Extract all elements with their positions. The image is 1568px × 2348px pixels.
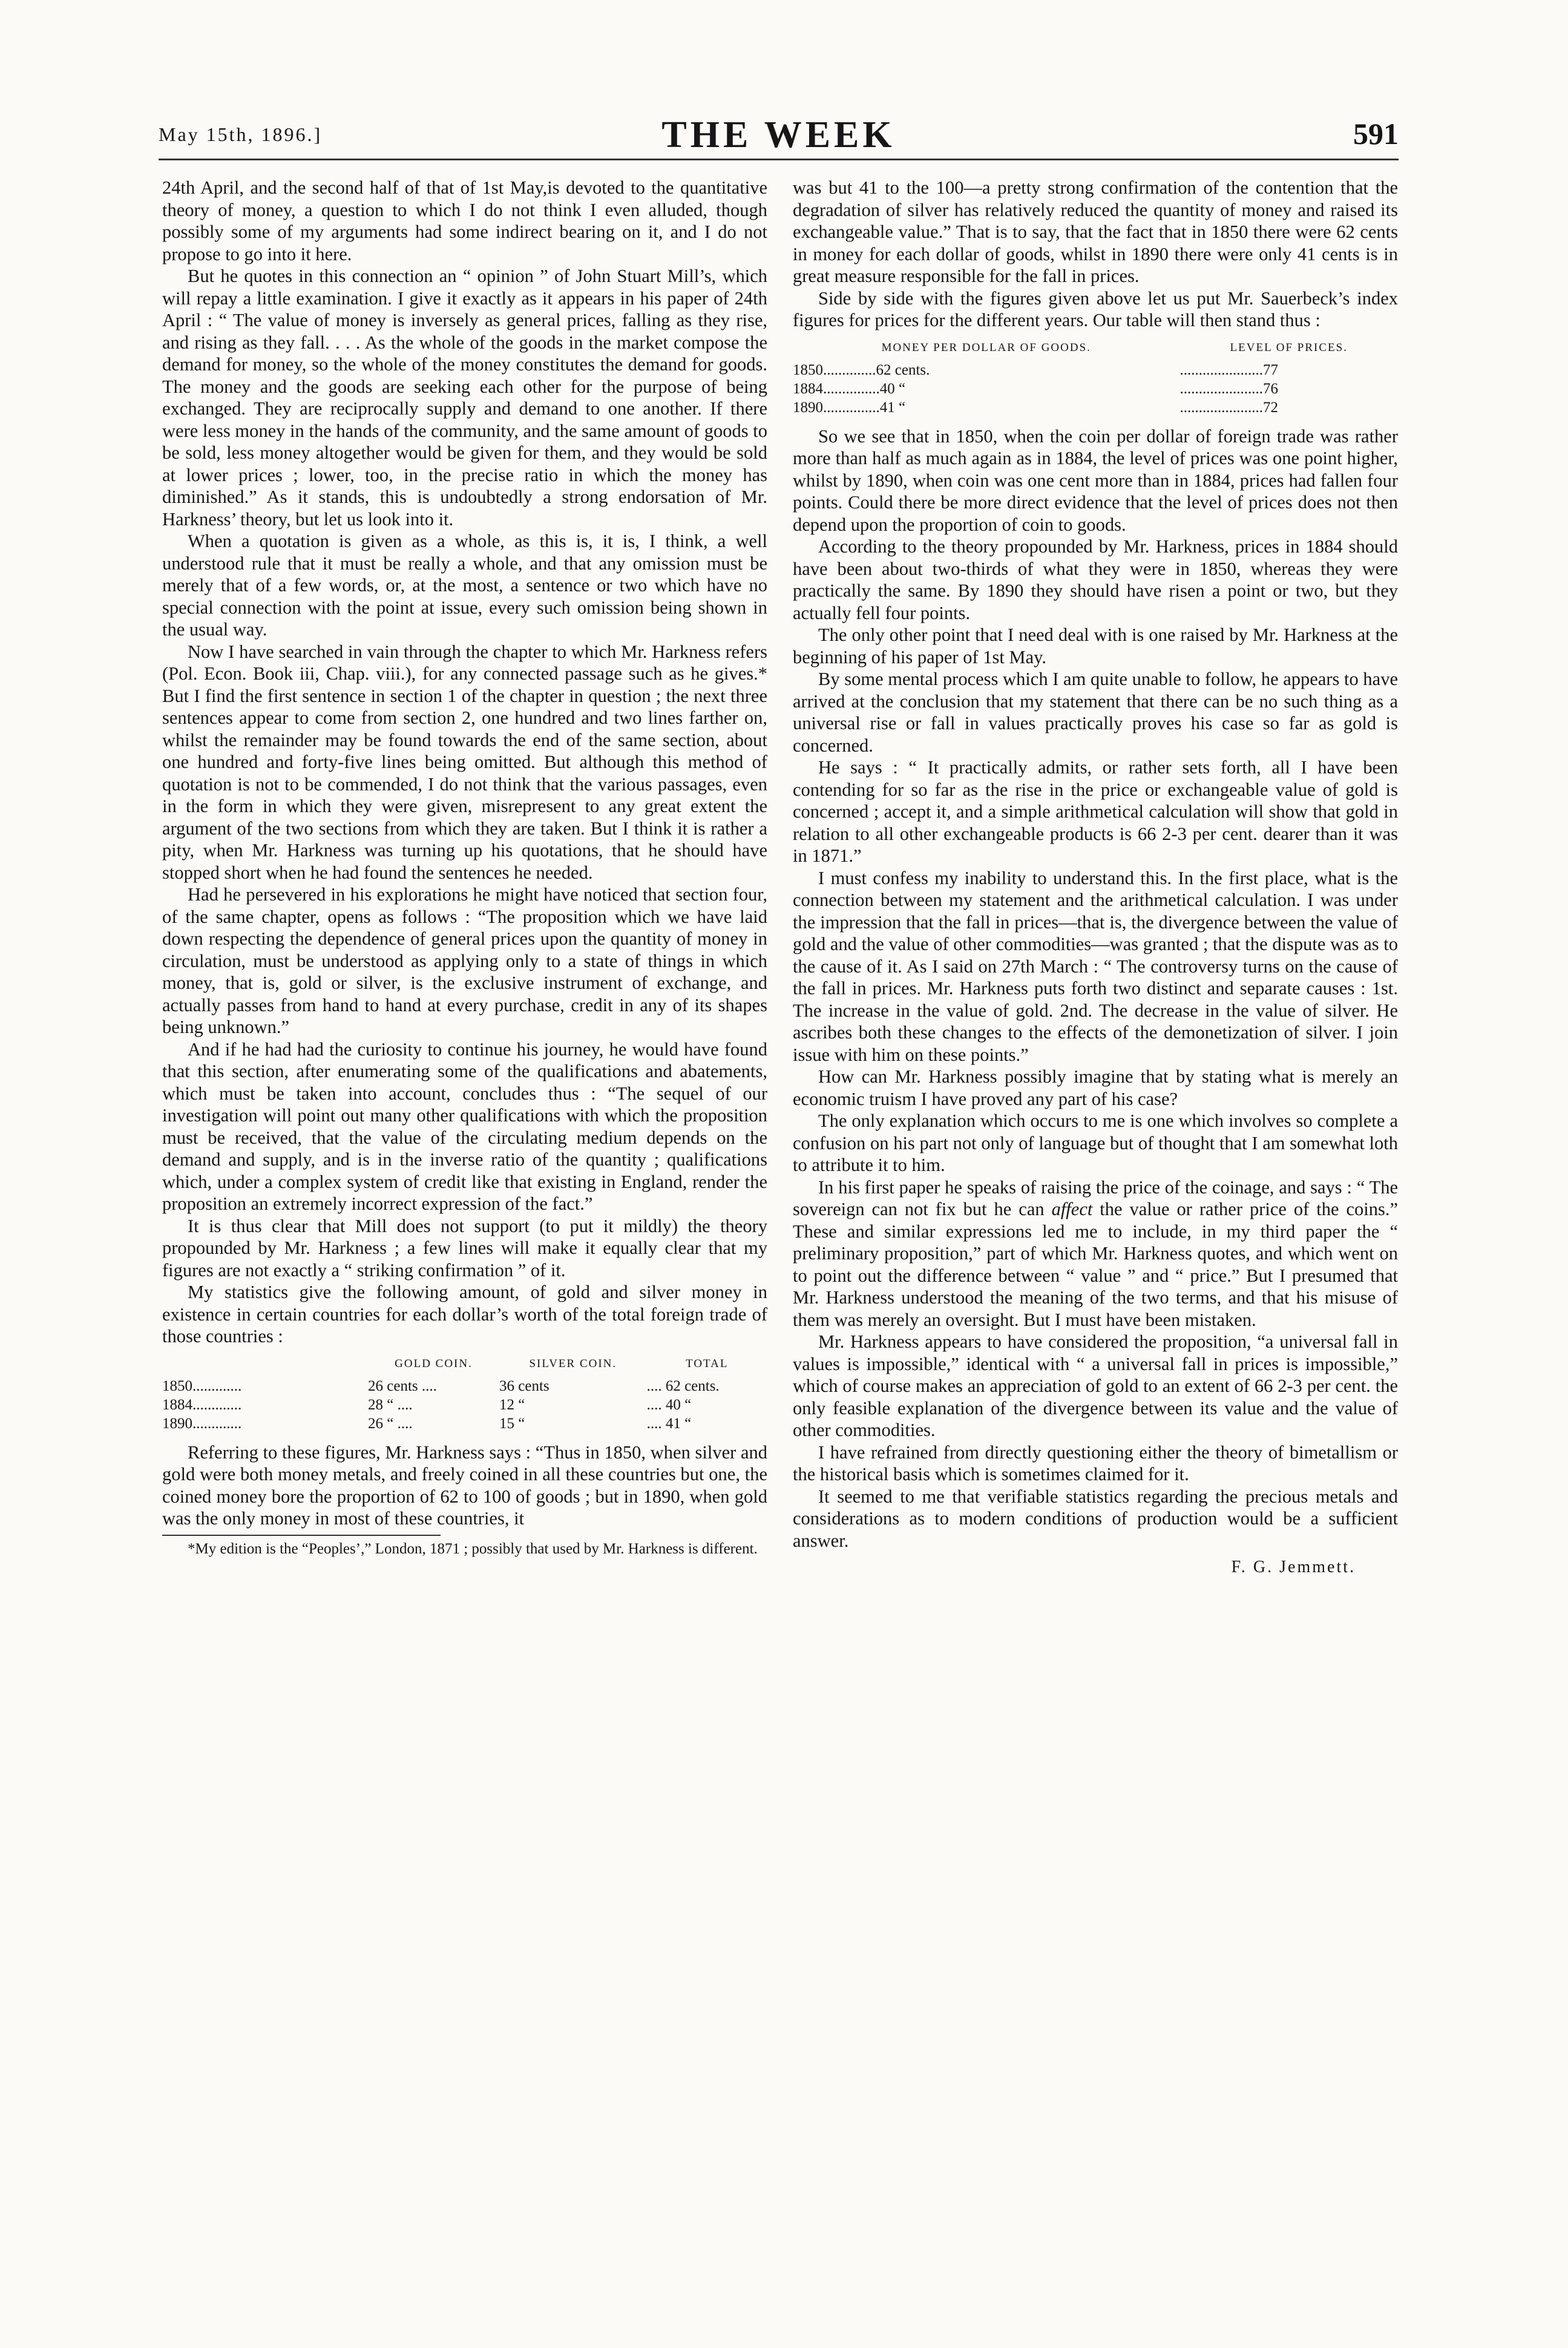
paragraph: Mr. Harkness appears to have considered the proposition, “a universal fall in values is impossible,” identical with “ a universal fall in prices is impossible,” which of course makes an appreciation of gold to an extent of 66 2-3 per cent. the only feasible explanation of the divergence between its value and the value of other commodities. [793, 1331, 1398, 1440]
table-cell: .... 62 cents. [646, 1377, 720, 1394]
publication-title: THE WEEK [661, 114, 896, 156]
table-cell: 28 “ .... [368, 1396, 413, 1413]
table-header [162, 1354, 368, 1377]
paragraph: 24th April, and the second half of that of 1st May,is devoted to the quantitative theory of money, a question to which I do not think I even alluded, though possibly some of my arguments had some indirect bearing on it, and I do not propose to go into it here. [162, 177, 767, 264]
table-row [162, 1414, 767, 1433]
footnote-rule [162, 1535, 441, 1536]
table-cell: 1890............. [162, 1415, 242, 1432]
paragraph: By some mental process which I am quite unable to follow, he appears to have arrived at the conclusion that my statement that there can be no such thing as a universal rise or fall in values practically proves his case so far as gold is concerned. [793, 669, 1398, 756]
paragraph: When a quotation is given as a whole, as this is, it is, I think, a well understood rule that it must be really a whole, and that any omission must be merely that of a few words, or, at the most, a sentence or two which have no special connection with the point at issue, every such omission being shown in the usual way. [162, 531, 767, 640]
paragraph: I must confess my inability to understand this. In the first place, what is the connection between my statement and the arithmetical calculation. I was under the impression that the fall in prices—that is, the divergence between the value of gold and the value of other commodities—was granted ; that the dispute was as to the cause of it. As I said on 27th March : “ The controversy turns on the cause of the fall in prices. Mr. Harkness puts forth two distinct and separate causes : 1st. The increase in the value of gold. 2nd. The decrease in the value of silver. He ascribes both these changes to the effects of the demonetization of silver. I join issue with him on these points.” [793, 867, 1398, 1065]
table-cell: ......................72 [1179, 399, 1278, 416]
table-cell: 1884...............40 “ [793, 380, 906, 397]
paragraph: I have refrained from directly questioning either the theory of bimetallism or the historical basis which is sometimes claimed for it. [793, 1441, 1398, 1484]
text-run: In his first paper he speaks of raising the price of the coinage, and says : “ The sovereign can not fix but he can [793, 1176, 1398, 1219]
table-cell: 1884............. [162, 1396, 242, 1413]
table-cell: 1890...............41 “ [793, 399, 906, 416]
table-header-row [793, 338, 1398, 361]
paragraph: Referring to these figures, Mr. Harkness says : “Thus in 1850, when silver and gold were both money metals, and freely coined in all these countries but one, the coined money bore the proportion of 62 to 100 of goods ; but in 1890, when gold was the only money in most of these countries, it [162, 1441, 767, 1529]
paragraph: It is thus clear that Mill does not support (to put it mildly) the theory propounded by Mr. Harkness ; a few lines will make it equally clear that my figures are not exactly a “ striking confirmation ” of it. [162, 1215, 767, 1281]
paragraph: Now I have searched in vain through the chapter to which Mr. Harkness refers (Pol. Econ. Book iii, Chap. viii.), for any connected passage such as he gives.* But I find the first sentence in section 1 of the chapter in question ; the next three sentences appear to come from section 2, one hundred and two lines farther on, whilst the remainder may be found towards the end of the same section, about one hundred and forty-five lines being omitted. But although this method of quotation is not to be commended, I do not think that the various passages, even in the form in which they were given, misrepresent to any great extent the argument of the two sections from which they are taken. But I think it is rather a pity, when Mr. Harkness was turning up his quotations, that he should have stopped short when he had found the sentences he needed. [162, 641, 767, 883]
table-cell: 26 cents .... [368, 1377, 437, 1394]
emphasis: affect [1051, 1199, 1093, 1219]
paragraph: The only other point that I need deal with is one raised by Mr. Harkness at the beginning of his paper of 1st May. [793, 625, 1398, 667]
page-header [159, 114, 1399, 162]
table-row [793, 379, 1398, 398]
coin-table [162, 1354, 767, 1433]
table-row [162, 1395, 767, 1414]
paragraph: How can Mr. Harkness possibly imagine that by stating what is merely an economic truism I have proved any part of his case? [793, 1066, 1398, 1109]
text-run: the value or rather price of the coins.” These and similar expressions led me to include, in my third paper the “ preliminary proposition,” part of which Mr. Harkness quotes, and which went on to point out the difference between “ value ” and “ price.” But I presumed that Mr. Harkness understood the meaning of the two terms, and that his misuse of them was merely an oversight. But I must have been mistaken. [793, 1199, 1399, 1330]
paragraph: Side by side with the figures given above let us put Mr. Sauerbeck’s index figures for prices for the different years. Our table will then stand thus : [793, 287, 1398, 330]
table-row [793, 361, 1398, 379]
table-cell: 1850..............62 cents. [793, 361, 930, 378]
table-header: MONEY PER DOLLAR OF GOODS. [881, 341, 1091, 354]
table-cell: 36 cents [499, 1377, 549, 1394]
table-cell: 1850............. [162, 1377, 242, 1394]
table-cell: 26 “ .... [368, 1415, 413, 1432]
left-column [162, 177, 767, 1558]
footnote: *My edition is the “Peoples’,” London, 1871 ; possibly that used by Mr. Harkness is different. [188, 1540, 758, 1557]
price-level-table [793, 338, 1398, 417]
table-cell: .... 40 “ [646, 1396, 692, 1413]
paragraph: The only explanation which occurs to me is one which involves so complete a confusion on his part not only of language but of thought that I am somewhat loth to attribute it to him. [793, 1110, 1398, 1175]
paragraph [793, 1176, 1398, 1331]
issue-date: May 15th, 1896.] [159, 123, 323, 145]
table-header: GOLD COIN. [395, 1357, 473, 1370]
paragraph: And if he had had the curiosity to continue his journey, he would have found that this section, after enumerating some of the qualifications and abatements, which must be taken into account, concludes thus : “The sequel of our investigation will point out many other qualifications with which the proposition must be received, that the value of the circulating medium depends on the demand and supply, and is in the inverse ratio of the quantity ; qualifications which, under a complex system of credit like that existing in England, render the proposition an extremely incorrect expression of the fact.” [162, 1038, 767, 1214]
paragraph: My statistics give the following amount, of gold and silver money in existence in certain countries for each dollar’s worth of the total foreign trade of those countries : [162, 1282, 767, 1346]
paragraph: It seemed to me that verifiable statistics regarding the precious metals and considerations as to modern conditions of production would be a sufficient answer. [793, 1486, 1398, 1551]
paragraph: But he quotes in this connection an “ opinion ” of John Stuart Mill’s, which will repay a little examination. I give it exactly as it appears in his paper of 24th April : “ The value of money is inversely as general prices, falling as they rise, and rising as they fall. . . . As the whole of the goods in the market compose the demand for money, so the whole of the money constitutes the demand for goods. The money and the goods are seeking each other for the purpose of being exchanged. They are reciprocally supply and demand to one another. If there were less money in the hands of the community, and the same amount of goods to be sold, less money altogether would be given for them, and they would be sold at lower prices ; lower, too, in the precise ratio in which the money has diminished.” As it stands, this is undoubtedly a strong endorsation of Mr. Harkness’ theory, but let us look into it. [162, 266, 767, 530]
table-header: TOTAL [686, 1357, 729, 1370]
table-cell: ......................77 [1179, 361, 1278, 378]
paragraph: was but 41 to the 100—a pretty strong confirmation of the contention that the degradation of silver has relatively reduced the quantity of money and raised its exchangeable value.” That is to say, that the fact that in 1850 there were 62 cents in money for each dollar of goods, whilst in 1890 there were only 41 cents is in great measure responsible for the fall in prices. [793, 177, 1398, 286]
table-cell: 12 “ [499, 1396, 525, 1413]
page-number: 591 [1353, 117, 1399, 151]
paragraph: He says : “ It practically admits, or rather sets forth, all I have been contending for so far as the rise in the price or exchangeable value of gold is concerned ; accept it, and a simple arithmetical calculation will show that gold in relation to all other exchangeable products is 66 2-3 per cent. dearer than it was in 1871.” [793, 757, 1398, 866]
table-cell: .... 41 “ [646, 1415, 692, 1432]
table-header-row [162, 1354, 767, 1377]
table-header: LEVEL OF PRICES. [1230, 341, 1348, 354]
paragraph: According to the theory propounded by Mr. Harkness, prices in 1884 should have been about two-thirds of what they were in 1850, whereas they were practically the same. By 1890 they should have risen a point or two, but they actually fell four points. [793, 536, 1398, 623]
paragraph: Had he persevered in his explorations he might have noticed that section four, of the same chapter, opens as follows : “The proposition which we have laid down respecting the dependence of general prices upon the quantity of money in circulation, must be understood as applying only to a state of things in which money, that is, gold or silver, is the exclusive instrument of exchange, and actually passes from hand to hand at every purchase, credit in any of its shapes being unknown.” [162, 884, 767, 1037]
header-rule [159, 159, 1399, 160]
table-row [162, 1377, 767, 1395]
author-signature: F. G. Jemmett. [1231, 1558, 1356, 1576]
table-header: SILVER COIN. [529, 1357, 617, 1370]
table-row [793, 398, 1398, 417]
paragraph: So we see that in 1850, when the coin per dollar of foreign trade was rather more than half as much again as in 1884, the level of prices was one point higher, whilst by 1890, when coin was one cent more than in 1884, prices had fallen four points. Could there be more direct evidence that the level of prices does not then depend upon the proportion of coin to goods. [793, 425, 1398, 535]
table-cell: 15 “ [499, 1415, 525, 1432]
table-cell: ......................76 [1179, 380, 1278, 397]
right-column [793, 177, 1398, 1579]
